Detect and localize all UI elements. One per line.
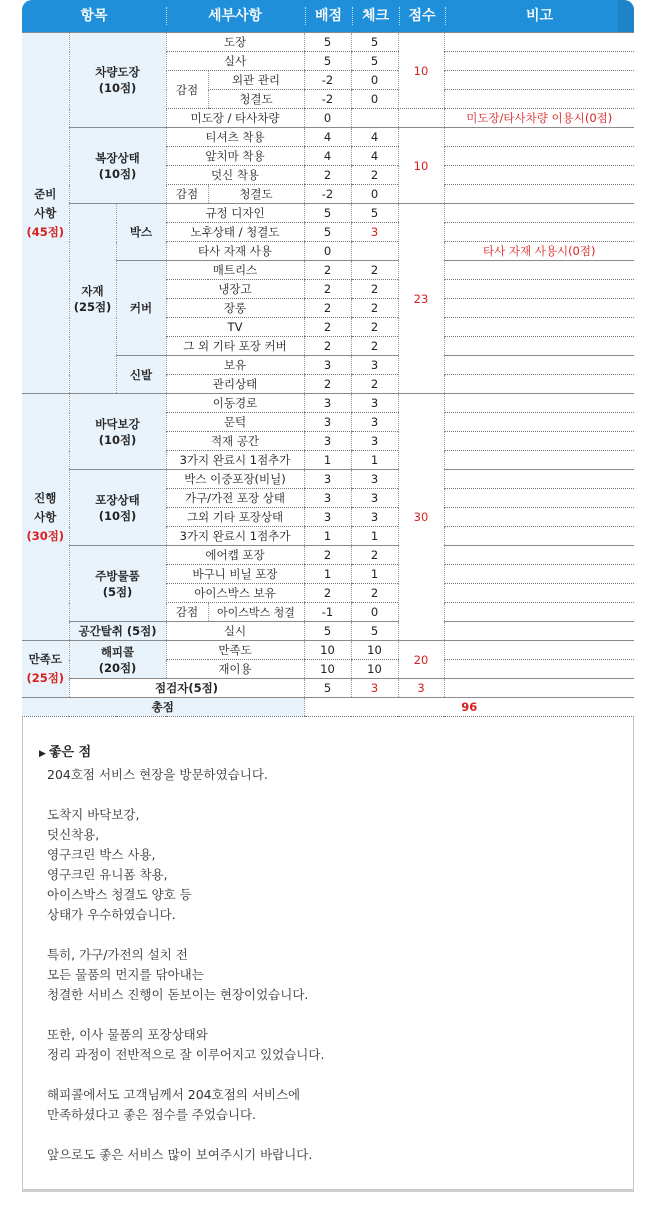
material-score: 23 (398, 204, 444, 394)
uniform-label: 복장상태 (10점) (69, 128, 166, 204)
comment-title: ▶ 좋은 점 (39, 745, 92, 760)
table-row: 장롱 2 2 (22, 299, 634, 318)
comment-line: 특히, 가구/가전의 설치 전 (47, 947, 188, 962)
table-row: 감점 아이스박스 청결 -1 0 (22, 603, 634, 622)
table-row: 적재 공간 3 3 (22, 432, 634, 451)
table-row: 주방물품 (5점) 에어캡 포장 2 2 (22, 546, 634, 565)
comment-line: 또한, 이사 물품의 포장상태와 (47, 1027, 208, 1042)
table-row: 바구니 비닐 포장 1 1 (22, 565, 634, 584)
table-row: 커버 매트리스 2 2 (22, 261, 634, 280)
comment-line (47, 925, 324, 945)
table-row: 냉장고 2 2 (22, 280, 634, 299)
table-row: 청결도 -2 0 (22, 90, 634, 109)
header-remark: 비고 (525, 8, 554, 24)
floor-label: 바닥보강 (10점) (69, 394, 166, 470)
comment-line: 상태가 우수하였습니다. (47, 907, 176, 922)
table-row: 덧신 착용 2 2 (22, 166, 634, 185)
comment-line: 아이스박스 청결도 양호 등 (47, 887, 192, 902)
comment-body (47, 765, 324, 1165)
material-remark: 타사 자재 사용시(0점) (444, 242, 634, 261)
table-row: 관리상태 2 2 (22, 375, 634, 394)
comment-line (47, 1065, 324, 1085)
table-header (22, 0, 634, 32)
comment-line: 정리 과정이 전반적으로 잘 이루어지고 있었습니다. (47, 1047, 325, 1062)
total-label: 총점 (22, 698, 304, 717)
evaluation-sheet (22, 0, 634, 1190)
header-score: 점수 (408, 8, 436, 24)
happycall-label: 해피콜 (20점) (69, 641, 166, 679)
kitchen-label: 주방물품 (5점) (69, 546, 166, 622)
table-row: 문턱 3 3 (22, 413, 634, 432)
table-row: 노후상태 / 청결도 5 3 (22, 223, 634, 242)
header-item: 항목 (80, 8, 108, 24)
comment-line (47, 1125, 324, 1145)
table-row: 재이용 10 10 (22, 660, 634, 679)
happycall-score: 20 (398, 641, 444, 679)
prep-section-label: 준비 사항 (45점) (22, 33, 69, 394)
header-points: 배점 (314, 8, 343, 24)
deduct-label: 감점 (166, 71, 208, 109)
table-row: TV 2 2 (22, 318, 634, 337)
progress-score: 30 (398, 394, 444, 641)
bottom-divider (22, 1190, 634, 1192)
deodor-label: 공간탈취 (5점) (69, 622, 166, 641)
comment-line: 204호점 서비스 현장을 방문하였습니다. (47, 767, 268, 782)
deduct-label: 감점 (166, 185, 208, 204)
vehicle-remark: 미도장/타사차량 이용시(0점) (444, 109, 634, 128)
triangle-icon: ▶ (39, 749, 46, 759)
comment-line: 영구크린 박스 사용, (47, 847, 156, 862)
table-row: 공간탈취 (5점) 실시 5 5 (22, 622, 634, 641)
table-row: 자재 (25점) 박스 규정 디자인 5 5 23 (22, 204, 634, 223)
table-row: 미도장 / 타사차량 0 미도장/타사차량 이용시(0점) (22, 109, 634, 128)
table-row: 아이스박스 보유 2 2 (22, 584, 634, 603)
comment-line: 영구크린 유니폼 착용, (47, 867, 168, 882)
header-corner (618, 0, 634, 32)
table-row: 감점 외관 관리 -2 0 (22, 71, 634, 90)
table-row: 복장상태 (10점) 티셔츠 착용 4 4 10 (22, 128, 634, 147)
comment-line (47, 1005, 324, 1025)
evaluation-table (22, 32, 634, 717)
inspector-label: 점검자(5점) (69, 679, 304, 698)
table-row: 3가지 완료시 1점추가 1 1 (22, 451, 634, 470)
table-row: 실사 5 5 (22, 52, 634, 71)
uniform-score: 10 (398, 128, 444, 204)
comment-line: 해피콜에서도 고객님께서 204호점의 서비스에 (47, 1087, 301, 1102)
progress-section-label: 진행 사항 (30점) (22, 394, 69, 641)
table-row: 그 외 기타 포장 커버 2 2 (22, 337, 634, 356)
comment-box (22, 717, 634, 1190)
cover-label: 커버 (116, 261, 166, 356)
header-detail: 세부사항 (207, 8, 263, 24)
table-row: 감점 청결도 -2 0 (22, 185, 634, 204)
inspector-score: 3 (398, 679, 444, 698)
table-row: 가구/가전 포장 상태 3 3 (22, 489, 634, 508)
comment-line (47, 785, 324, 805)
comment-line: 청결한 서비스 진행이 돋보이는 현장이었습니다. (47, 987, 309, 1002)
shoe-label: 신발 (116, 356, 166, 394)
box-label: 박스 (116, 204, 166, 261)
table-row: 준비 사항 (45점) 차량도장 (10점) 도장 5 5 10 (22, 33, 634, 52)
table-row: 그외 기타 포장상태 3 3 (22, 508, 634, 527)
satisfaction-section-label: 만족도 (25점) (22, 641, 69, 698)
vehicle-score: 10 (398, 33, 444, 109)
table-row: 앞치마 착용 4 4 (22, 147, 634, 166)
table-row: 만족도 (25점) 해피콜 (20점) 만족도 10 10 20 (22, 641, 634, 660)
table-row: 신발 보유 3 3 (22, 356, 634, 375)
comment-line: 모든 물품의 먼지를 닦아내는 (47, 967, 204, 982)
deduct-label: 감점 (166, 603, 208, 622)
table-row: 포장상태 (10점) 박스 이중포장(비닐) 3 3 (22, 470, 634, 489)
table-row: 진행 사항 (30점) 바닥보강 (10점) 이동경로 3 3 30 (22, 394, 634, 413)
vehicle-label: 차량도장 (10점) (69, 33, 166, 128)
table-row: 타사 자재 사용 0 타사 자재 사용시(0점) (22, 242, 634, 261)
table-row: 3가지 완료시 1점추가 1 1 (22, 527, 634, 546)
table-row: 점검자(5점) 5 3 3 (22, 679, 634, 698)
comment-line: 앞으로도 좋은 서비스 많이 보여주시기 바랍니다. (47, 1147, 313, 1162)
material-label: 자재 (25점) (69, 204, 116, 394)
packing-label: 포장상태 (10점) (69, 470, 166, 546)
comment-line: 덧신착용, (47, 827, 100, 842)
total-value: 96 (304, 698, 634, 717)
header-check: 체크 (361, 8, 390, 24)
comment-line: 만족하셨다고 좋은 점수를 주었습니다. (47, 1107, 257, 1122)
comment-line: 도착지 바닥보강, (47, 807, 140, 822)
total-row (22, 698, 634, 717)
